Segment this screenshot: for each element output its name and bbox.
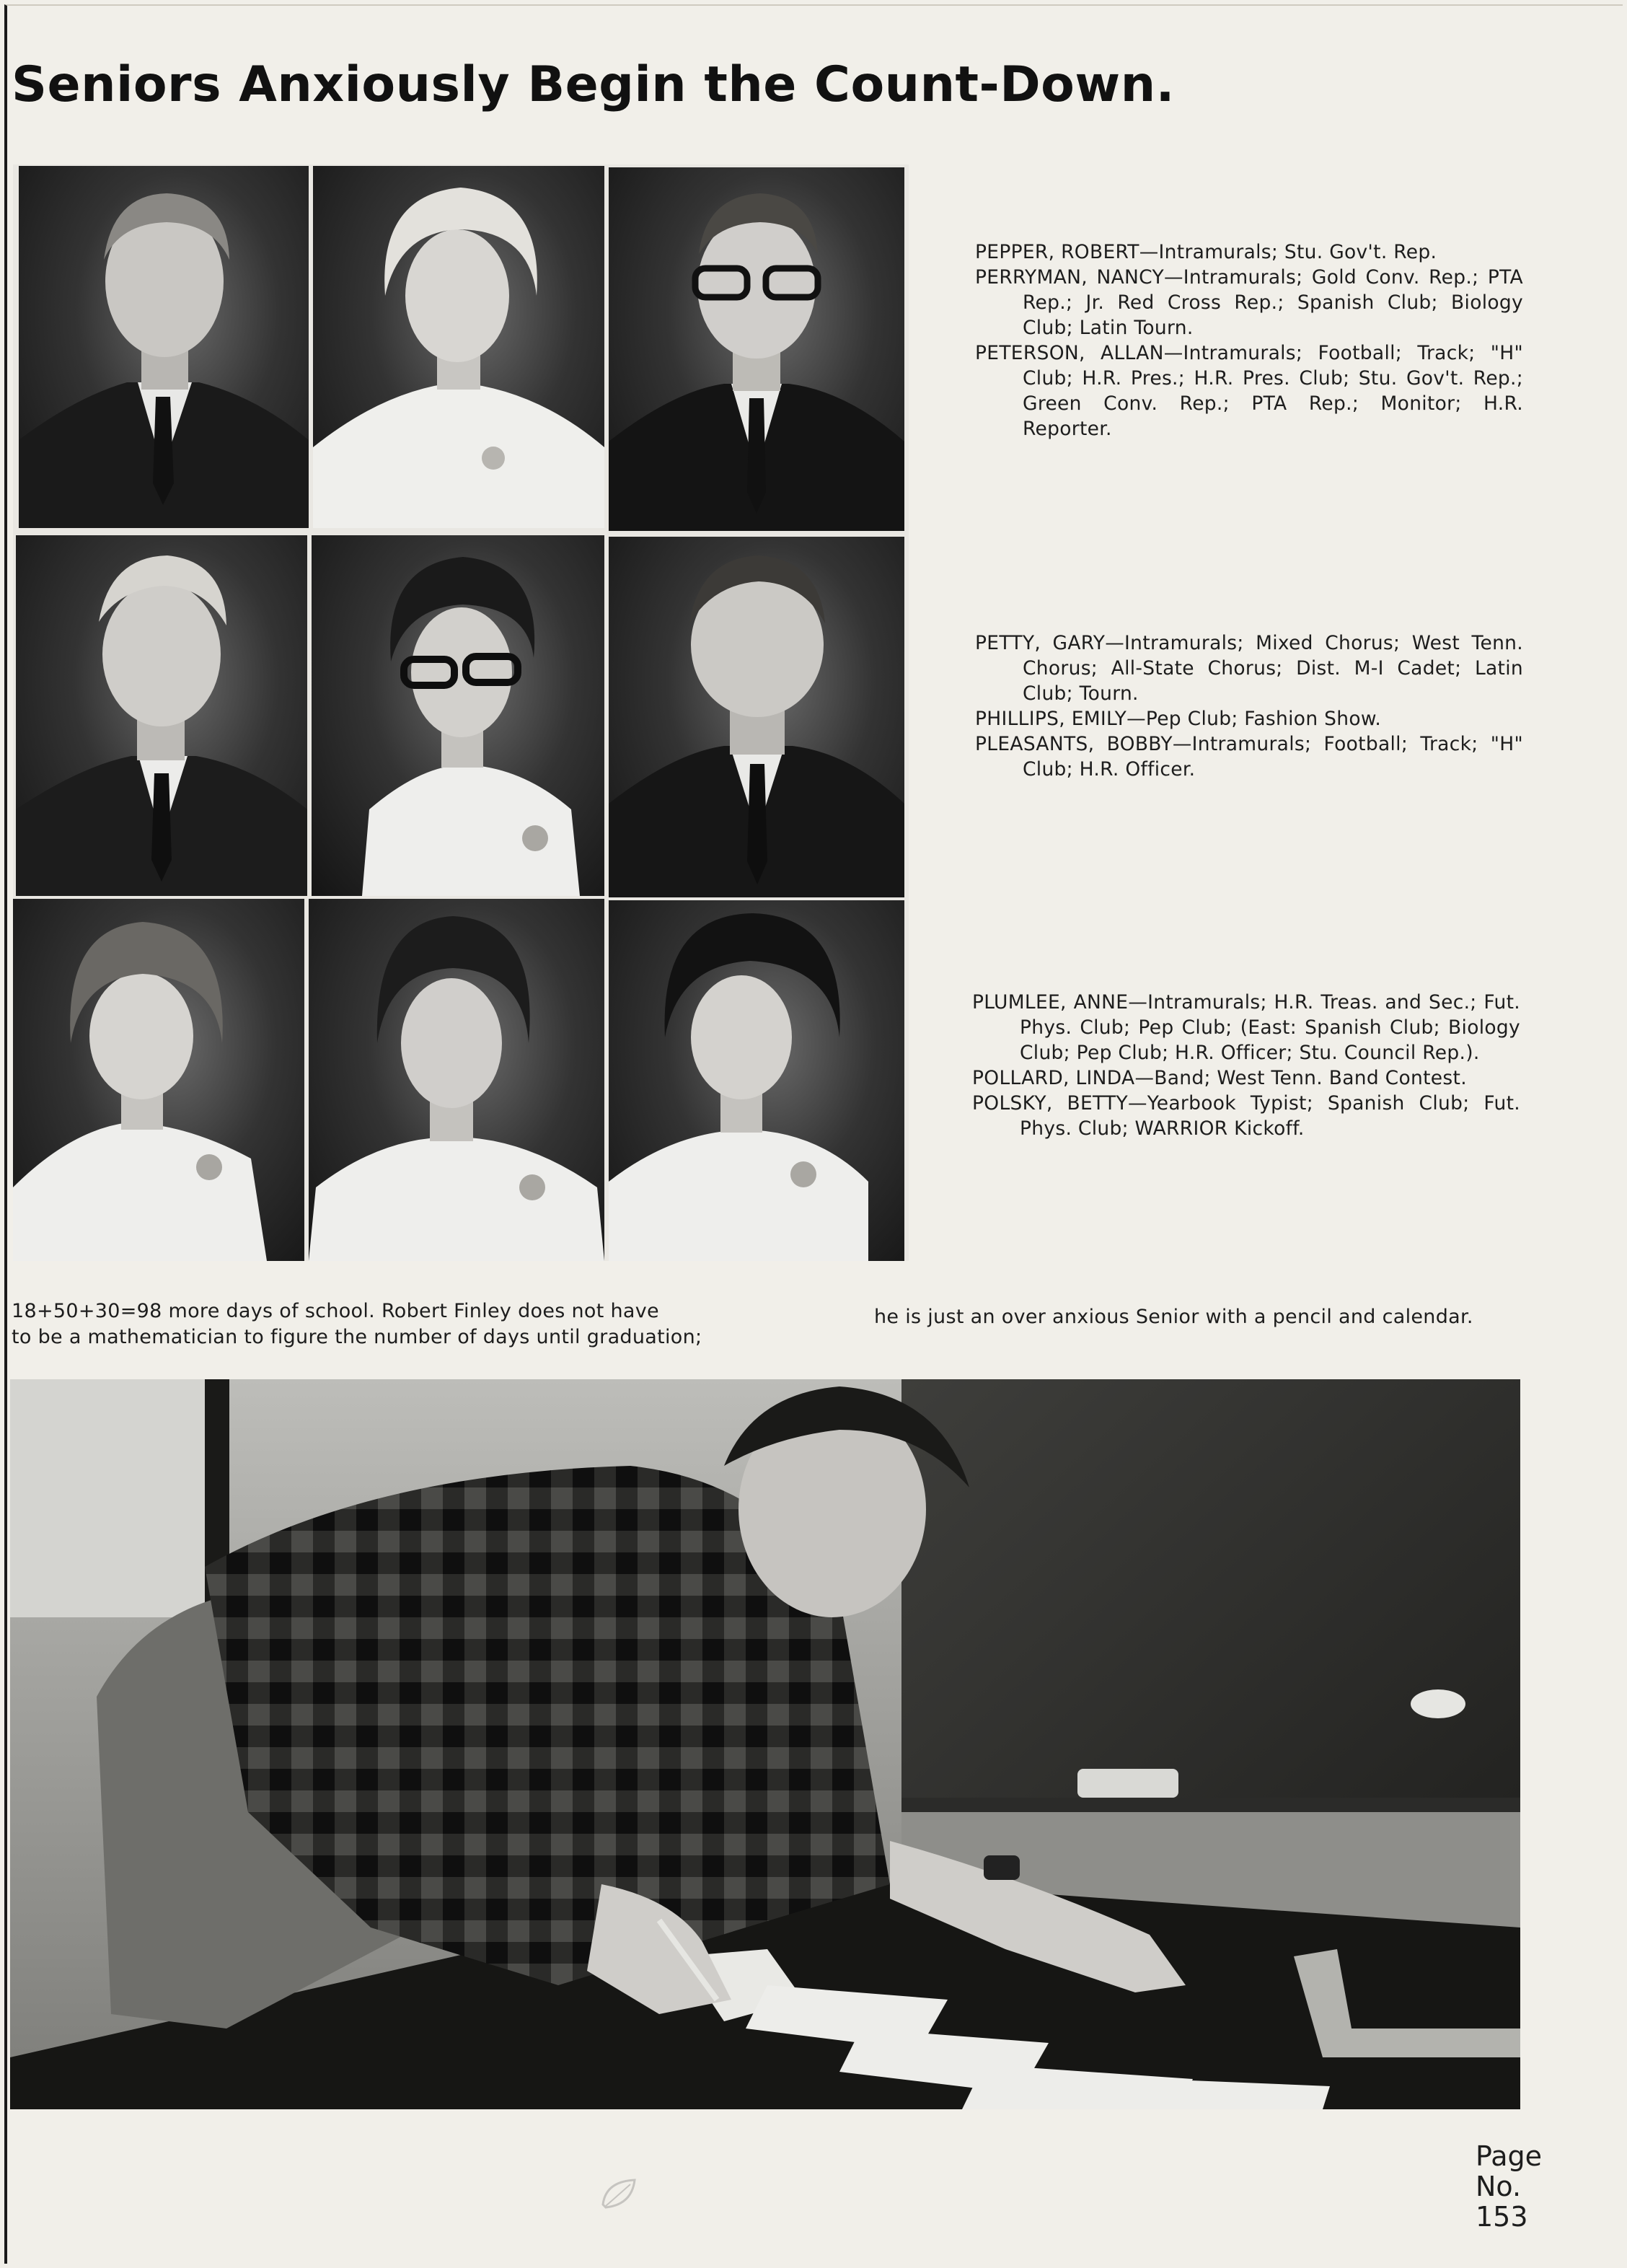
bio-group-1 (975, 239, 1523, 441)
bio-petty-gary: PETTY, GARY—Intramurals; Mixed Chorus; West Tenn. Chorus; All-State Chorus; Dist. M-I Cadet; Latin Club; Tourn. (975, 632, 1523, 705)
caption-left-line1: 18+50+30=98 more days of school. Robert Finley does not have (12, 1300, 659, 1322)
portrait-phillips-emily (312, 535, 604, 896)
portrait-perryman-nancy (313, 166, 604, 528)
bio-polsky-betty: POLSKY, BETTY—Yearbook Typist; Spanish Club; Fut. Phys. Club; WARRIOR Kickoff. (972, 1092, 1520, 1140)
bio-phillips-emily: PHILLIPS, EMILY—Pep Club; Fashion Show. (975, 708, 1382, 730)
bio-peterson-allan: PETERSON, ALLAN—Intramurals; Football; Track; "H" Club; H.R. Pres.; H.R. Pres. Club; Stu. Gov't. Rep.; Green Conv. Rep.; PTA Rep.; Monitor; H.R. Reporter. (975, 342, 1523, 440)
page-title: Seniors Anxiously Begin the Count-Down. (12, 56, 1175, 113)
portrait-grid (13, 164, 909, 1261)
portrait-pepper-robert (19, 166, 309, 528)
portrait-peterson-allan (609, 167, 904, 531)
caption-left (12, 1298, 718, 1350)
page-number (1476, 2141, 1542, 2232)
bio-pepper-robert: PEPPER, ROBERT—Intramurals; Stu. Gov't. Rep. (975, 241, 1437, 263)
page-no-label: No. (1476, 2171, 1522, 2202)
bio-perryman-nancy: PERRYMAN, NANCY—Intramurals; Gold Conv. Rep.; PTA Rep.; Jr. Red Cross Rep.; Spanish Club; Biology Club; Latin Tourn. (975, 266, 1523, 339)
bio-group-3 (972, 990, 1520, 1141)
portrait-plumlee-anne (13, 899, 304, 1261)
portrait-polsky-betty (609, 900, 904, 1261)
candid-photo-student-with-calendar (10, 1379, 1520, 2109)
bio-pleasants-bobby: PLEASANTS, BOBBY—Intramurals; Football; Track; "H" Club; H.R. Officer. (975, 733, 1523, 781)
leaf-watermark-icon (599, 2176, 639, 2212)
bio-plumlee-anne: PLUMLEE, ANNE—Intramurals; H.R. Treas. and Sec.; Fut. Phys. Club; Pep Club; (East: Spanish Club; Biology Club; Pep Club; H.R. Officer; Stu. Council Rep.). (972, 991, 1520, 1064)
bio-group-2 (975, 630, 1523, 782)
page-label: Page (1476, 2140, 1542, 2172)
caption-left-line2: to be a mathematician to figure the number of days until graduation; (12, 1326, 702, 1348)
portrait-petty-gary (16, 535, 307, 896)
caption-right: he is just an over anxious Senior with a pencil and calendar. (874, 1306, 1473, 1328)
portrait-pleasants-bobby (609, 537, 904, 897)
bio-pollard-linda: POLLARD, LINDA—Band; West Tenn. Band Contest. (972, 1067, 1467, 1089)
portrait-pollard-linda (309, 899, 604, 1261)
page-number-value: 153 (1476, 2201, 1528, 2233)
